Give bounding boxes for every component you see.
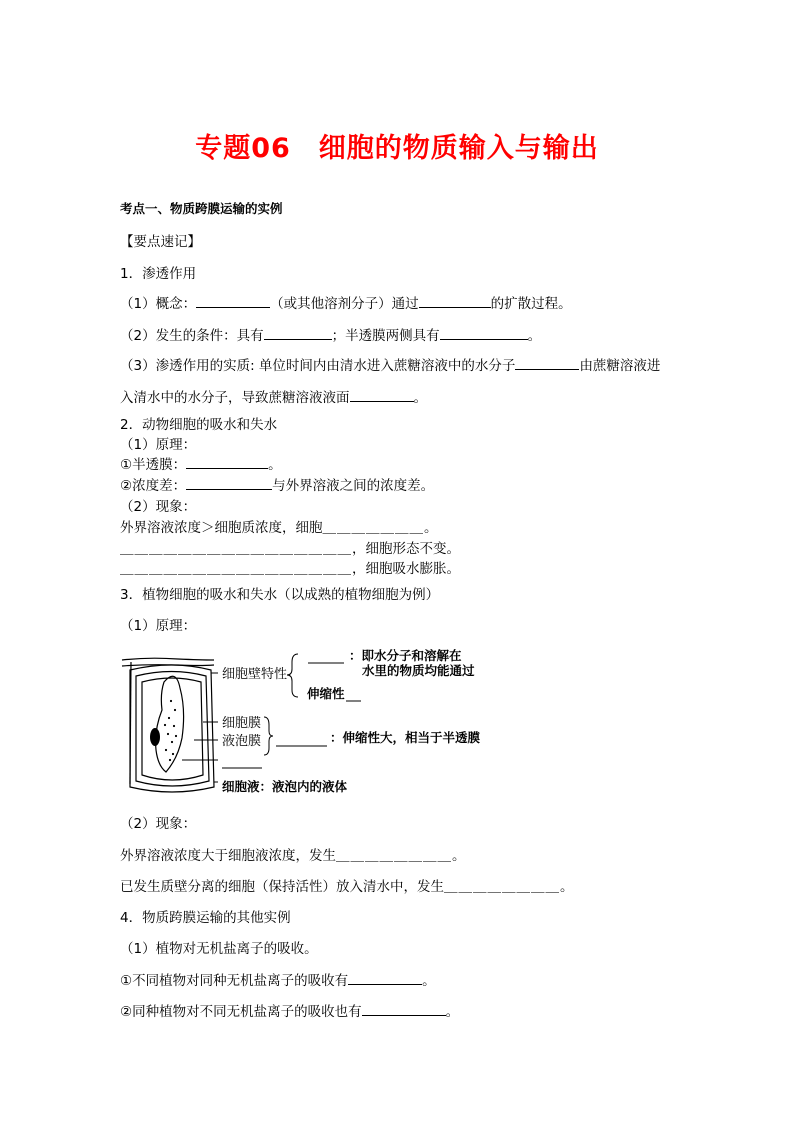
neighbor-wall-top — [122, 658, 214, 660]
text: 。 — [268, 457, 282, 473]
text: 外界溶液浓度＞细胞质浓度，细胞 — [120, 520, 323, 536]
osmosis-essence — [120, 354, 660, 374]
section-heading: 考点一、物质跨膜运输的实例 — [120, 201, 283, 216]
plant-heading: 3．植物细胞的吸水和失水（以成熟的植物细胞为例） — [120, 587, 440, 603]
plant-q2 — [120, 875, 574, 895]
label-cell-wall: 细胞壁特性 — [222, 667, 288, 682]
osmosis-concept — [120, 292, 572, 312]
animal-phenomenon: （2）现象： — [120, 499, 197, 515]
other-heading: 4．物质跨膜运输的其他实例 — [120, 910, 291, 926]
text: （1）概念： — [120, 296, 197, 312]
fill-blank — [186, 477, 272, 490]
fill-blank: ＿＿＿＿＿＿＿＿ — [336, 848, 452, 864]
text: ①半透膜： — [120, 457, 187, 473]
page-title: 专题06 细胞的物质输入与输出 — [195, 133, 599, 164]
vacuole-shape — [156, 676, 184, 772]
fill-blank — [348, 972, 422, 985]
fill-blank: ＿＿＿＿＿＿＿＿ — [444, 879, 560, 895]
text: 。 — [422, 973, 436, 989]
other-r1 — [120, 969, 436, 989]
osmosis-heading: 1．渗透作用 — [120, 266, 197, 282]
fill-blank: ＿＿＿＿＿＿＿＿＿＿＿＿＿＿＿＿ — [120, 561, 352, 577]
text: ，细胞吸水膨胀。 — [352, 561, 460, 577]
memo-heading: 【要点速记】 — [120, 234, 201, 250]
label-wall-prop1-b: 水里的物质均能通过 — [362, 663, 475, 678]
text: ；半透膜两侧具有 — [331, 328, 440, 344]
plant-principle: （1）原理： — [120, 618, 197, 634]
text: 由蔗糖溶液进 — [579, 358, 661, 374]
text: （2）发生的条件：具有 — [120, 328, 264, 344]
fill-blank: ＿＿＿＿＿＿＿＿＿＿＿＿＿＿＿＿ — [120, 541, 352, 557]
fill-blank — [362, 1003, 446, 1016]
fill-blank — [196, 295, 270, 308]
text: 。 — [424, 520, 438, 536]
fill-blank: ＿＿＿＿＿＿＿ — [322, 520, 424, 536]
text: 入清水中的水分子，导致蔗糖溶液液面 — [120, 390, 350, 406]
text: 外界溶液浓度大于细胞液浓度，发生 — [120, 848, 336, 864]
cell-membrane-shape — [142, 678, 203, 780]
animal-p2 — [120, 537, 460, 557]
text: 与外界溶液之间的浓度差。 — [272, 478, 435, 494]
animal-membrane — [120, 453, 282, 473]
fill-blank — [419, 295, 491, 308]
text: 。 — [413, 390, 427, 406]
fill-blank — [515, 357, 579, 370]
other-r2 — [120, 1000, 459, 1020]
text: ，细胞形态不变。 — [352, 541, 460, 557]
plant-cell-diagram — [118, 640, 518, 800]
label-wall-prop1-a: ：即水分子和溶解在 — [349, 648, 462, 663]
text: ②浓度差： — [120, 478, 187, 494]
cell-outline — [122, 658, 214, 792]
label-cell-membrane: 细胞膜 — [222, 716, 262, 731]
animal-p3 — [120, 557, 460, 577]
label-wall-prop2: 伸缩性 — [307, 686, 345, 701]
text: 已发生质壁分离的细胞（保持活性）放入清水中，发生 — [120, 879, 444, 895]
text: （或其他溶剂分子）通过 — [270, 296, 419, 312]
label-layer-desc: ：伸缩性大，相当于半透膜 — [330, 730, 481, 745]
osmosis-essence-cont — [120, 386, 427, 406]
animal-p1 — [120, 516, 438, 536]
fill-blank — [440, 327, 528, 340]
plant-phenomenon: （2）现象： — [120, 816, 197, 832]
text: （3）渗透作用的实质: 单位时间内由清水进入蔗糖溶液中的水分子 — [120, 358, 516, 374]
plant-q1 — [120, 844, 466, 864]
text: 。 — [452, 848, 466, 864]
text: ①不同植物对同种无机盐离子的吸收有 — [120, 973, 349, 989]
text: ②同种植物对不同无机盐离子的吸收也有 — [120, 1004, 362, 1020]
nucleus — [150, 728, 160, 746]
vacuole-dots — [164, 700, 177, 761]
animal-concentration — [120, 474, 434, 494]
fill-blank — [350, 389, 414, 402]
animal-principle: （1）原理： — [120, 437, 197, 453]
fill-blank — [264, 327, 332, 340]
text: 。 — [560, 879, 574, 895]
other-sub: （1）植物对无机盐离子的吸收。 — [120, 941, 318, 957]
text: 的扩散过程。 — [490, 296, 572, 312]
label-cell-sap: 细胞液：液泡内的液体 — [222, 779, 348, 794]
fill-blank — [186, 456, 268, 469]
animal-heading: 2．动物细胞的吸水和失水 — [120, 417, 278, 433]
cell-wall-inner — [136, 672, 209, 787]
label-tonoplast: 液泡膜 — [222, 734, 262, 749]
osmosis-condition — [120, 324, 541, 344]
text: 。 — [527, 328, 542, 344]
text: 。 — [445, 1004, 460, 1020]
